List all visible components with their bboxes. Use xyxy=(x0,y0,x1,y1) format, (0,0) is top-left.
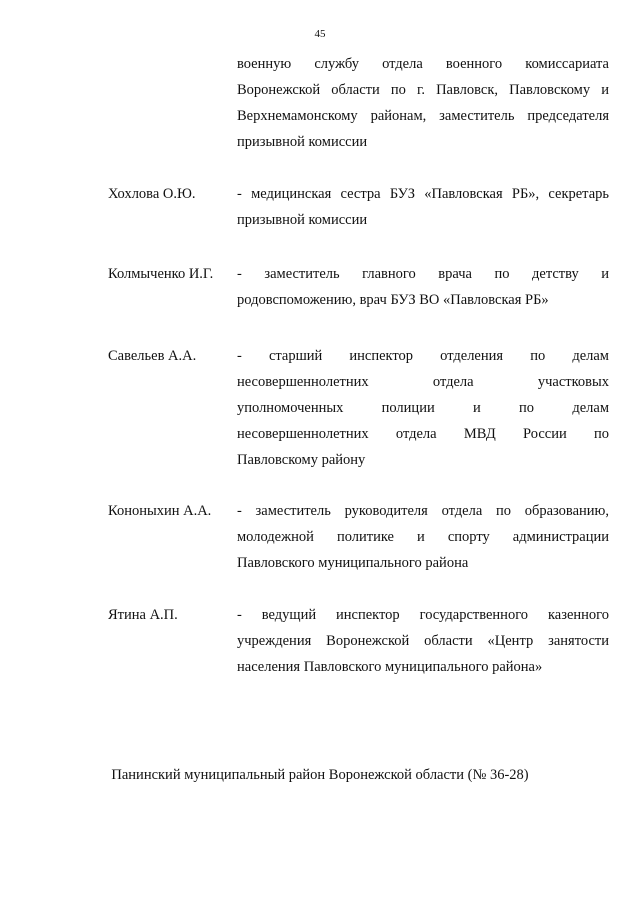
member-name: Савельев А.А. xyxy=(108,348,197,364)
page-number: 45 xyxy=(314,28,326,40)
description-line: молодежной политике и спорту администрации xyxy=(237,529,609,545)
description-line: Павловского муниципального района xyxy=(237,555,469,571)
description-line: - заместитель руководителя отдела по образованию, xyxy=(237,503,609,519)
member-name: Хохлова О.Ю. xyxy=(108,186,196,202)
member-name: Колмыченко И.Г. xyxy=(108,266,214,282)
description-line: родовспоможению, врач БУЗ ВО «Павловская РБ» xyxy=(237,292,549,308)
description-line: уполномоченных полиции и по делам xyxy=(237,400,609,416)
lead-line: Воронежской области по г. Павловск, Павловскому и xyxy=(237,82,609,98)
description-line: несовершеннолетних отдела МВД России по xyxy=(237,426,609,442)
description-line: - медицинская сестра БУЗ «Павловская РБ», секретарь xyxy=(237,186,609,202)
lead-line: военную службу отдела военного комиссариата xyxy=(237,56,609,72)
member-description xyxy=(237,602,609,680)
member-name: Ятина А.П. xyxy=(108,607,178,623)
section-heading: Панинский муниципальный район Воронежской области (№ 36-28) xyxy=(111,767,529,783)
description-line: Павловскому району xyxy=(237,452,366,468)
member-description xyxy=(237,343,609,473)
member-name: Кононыхин А.А. xyxy=(108,503,212,519)
description-line: - заместитель главного врача по детству и xyxy=(237,266,609,282)
description-line: - ведущий инспектор государственного казенного xyxy=(237,607,609,623)
lead-paragraph xyxy=(237,51,609,155)
description-line: учреждения Воронежской области «Центр занятости xyxy=(237,633,609,649)
member-description xyxy=(237,181,609,233)
lead-line: Верхнемамонскому районам, заместитель председателя xyxy=(237,108,609,124)
description-line: призывной комиссии xyxy=(237,212,368,228)
description-line: несовершеннолетних отдела участковых xyxy=(237,374,609,390)
description-line: населения Павловского муниципального района» xyxy=(237,659,543,675)
member-description xyxy=(237,498,609,576)
description-line: - старший инспектор отделения по делам xyxy=(237,348,609,364)
member-description xyxy=(237,261,609,313)
lead-line: призывной комиссии xyxy=(237,134,368,150)
